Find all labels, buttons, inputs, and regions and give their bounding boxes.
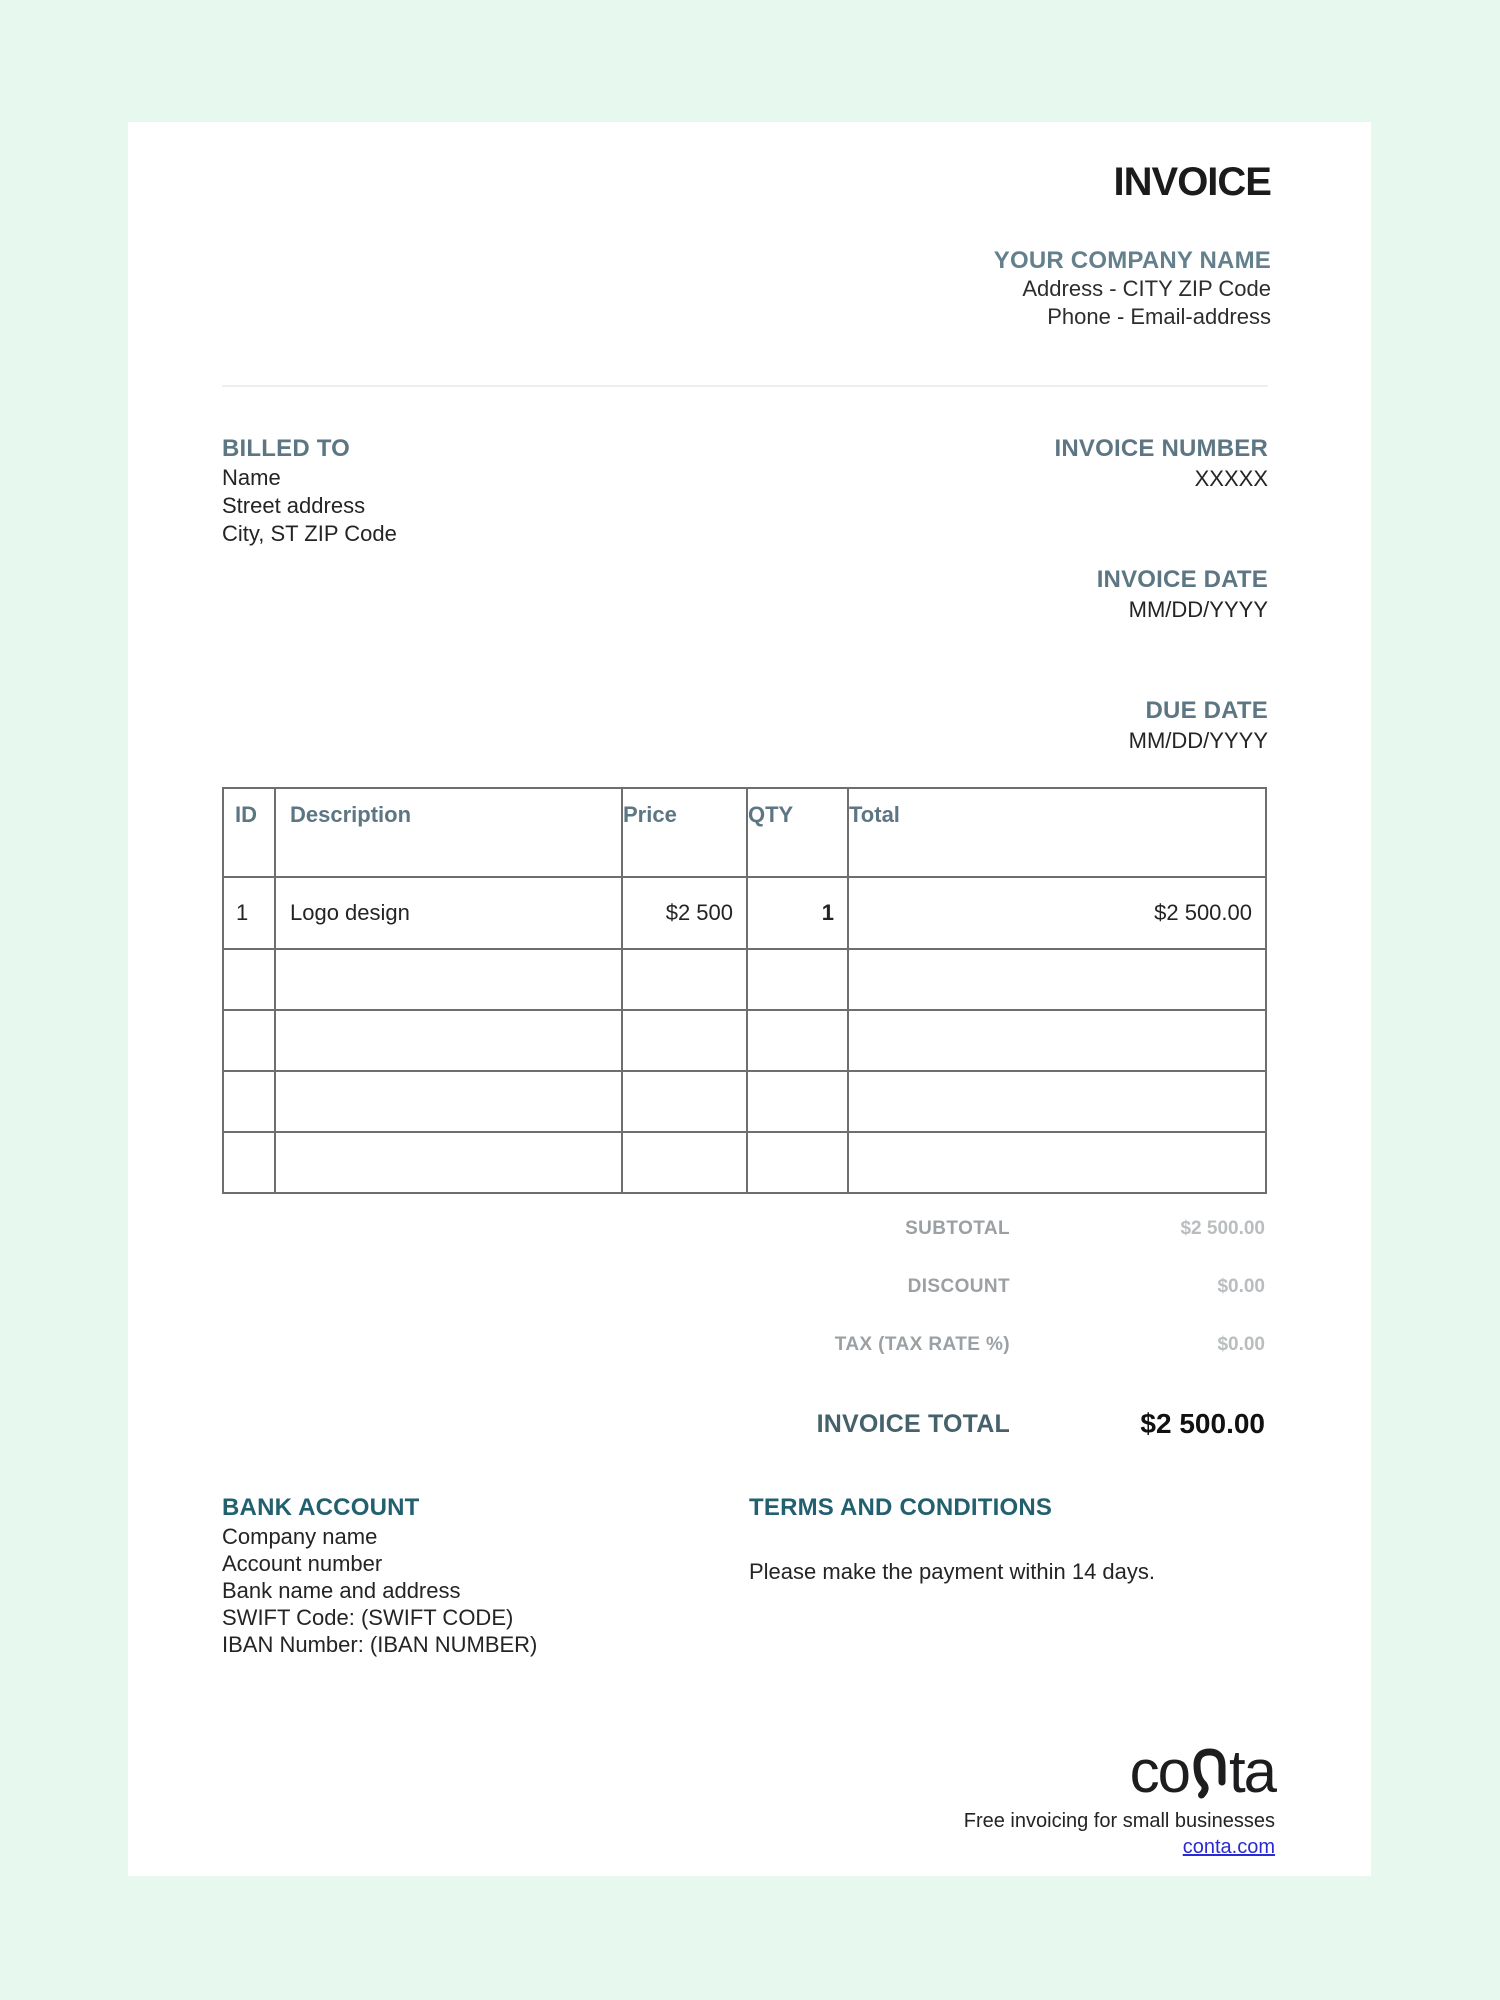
invoice-title: INVOICE	[1113, 160, 1271, 204]
terms-label: TERMS AND CONDITIONS	[749, 1494, 1053, 1521]
cell-description: Logo design	[275, 877, 622, 949]
invoice-date-group	[1055, 565, 1268, 625]
column-header-price: Price	[622, 788, 747, 877]
table-row-empty	[223, 1010, 1266, 1071]
cell-price: $2 500	[622, 877, 747, 949]
cell-id: 1	[223, 877, 275, 949]
billed-to-street: Street address	[222, 493, 366, 518]
header-divider	[222, 385, 1268, 387]
totals-section	[222, 1218, 1265, 1456]
bank-company-name: Company name	[222, 1524, 378, 1549]
invoice-total-row	[222, 1392, 1265, 1456]
bank-swift-code: SWIFT Code: (SWIFT CODE)	[222, 1605, 514, 1630]
column-header-id: ID	[223, 788, 275, 877]
column-header-total: Total	[848, 788, 1266, 877]
invoice-total-label: INVOICE TOTAL	[816, 1409, 1010, 1438]
billed-to-block	[222, 434, 397, 827]
company-name: YOUR COMPANY NAME	[993, 247, 1271, 274]
conta-logo-text-left: co	[1129, 1738, 1189, 1805]
subtotal-row	[222, 1218, 1265, 1276]
tax-row	[222, 1334, 1265, 1392]
invoice-number-value: XXXXX	[1194, 466, 1268, 491]
cell-qty: 1	[747, 877, 848, 949]
cell-total: $2 500.00	[848, 877, 1266, 949]
subtotal-value: $2 500.00	[1180, 1218, 1265, 1239]
subtotal-label: SUBTOTAL	[905, 1218, 1010, 1239]
bank-name-address: Bank name and address	[222, 1578, 461, 1603]
brand-footer	[963, 1738, 1275, 1860]
invoice-page	[128, 122, 1371, 1876]
invoice-date-value: MM/DD/YYYY	[1128, 597, 1268, 622]
billed-to-label: BILLED TO	[222, 435, 351, 462]
due-date-label: DUE DATE	[1145, 697, 1268, 724]
table-header-row	[223, 788, 1266, 877]
bank-iban-number: IBAN Number: (IBAN NUMBER)	[222, 1632, 538, 1657]
table-row-empty	[223, 1071, 1266, 1132]
invoice-meta-block	[1055, 434, 1268, 827]
billed-to-name: Name	[222, 465, 281, 490]
column-header-description: Description	[275, 788, 622, 877]
due-date-group	[1055, 696, 1268, 756]
bank-account-label: BANK ACCOUNT	[222, 1494, 420, 1521]
conta-logo-text-right: ta	[1228, 1738, 1275, 1805]
table-row	[223, 877, 1266, 949]
conta-logo	[1129, 1738, 1275, 1805]
billed-to-city: City, ST ZIP Code	[222, 521, 397, 546]
tax-value: $0.00	[1217, 1334, 1265, 1355]
company-address: Address - CITY ZIP Code	[1022, 276, 1271, 301]
terms-block	[749, 1493, 1155, 1658]
discount-value: $0.00	[1217, 1276, 1265, 1297]
due-date-value: MM/DD/YYYY	[1128, 728, 1268, 753]
conta-swoosh-icon	[1190, 1742, 1228, 1804]
company-block	[222, 246, 1271, 331]
invoice-number-group	[1055, 434, 1268, 494]
conta-com-link[interactable]: conta.com	[1182, 1836, 1275, 1858]
brand-tagline: Free invoicing for small businesses	[963, 1810, 1275, 1832]
invoice-number-label: INVOICE NUMBER	[1054, 435, 1268, 462]
table-row-empty	[223, 1132, 1266, 1193]
column-header-qty: QTY	[747, 788, 848, 877]
terms-text: Please make the payment within 14 days.	[749, 1559, 1156, 1584]
discount-label: DISCOUNT	[907, 1276, 1010, 1297]
line-items-table	[222, 787, 1267, 1194]
discount-row	[222, 1276, 1265, 1334]
billing-row	[222, 434, 1268, 827]
bank-account-block	[222, 1493, 655, 1658]
footer-info	[222, 1493, 1268, 1658]
invoice-date-label: INVOICE DATE	[1096, 566, 1268, 593]
bank-account-number: Account number	[222, 1551, 383, 1576]
invoice-total-value: $2 500.00	[1140, 1408, 1265, 1439]
tax-label: TAX (TAX RATE %)	[834, 1334, 1010, 1355]
table-row-empty	[223, 949, 1266, 1010]
document-header	[222, 160, 1271, 331]
company-contact: Phone - Email-address	[1047, 304, 1271, 329]
